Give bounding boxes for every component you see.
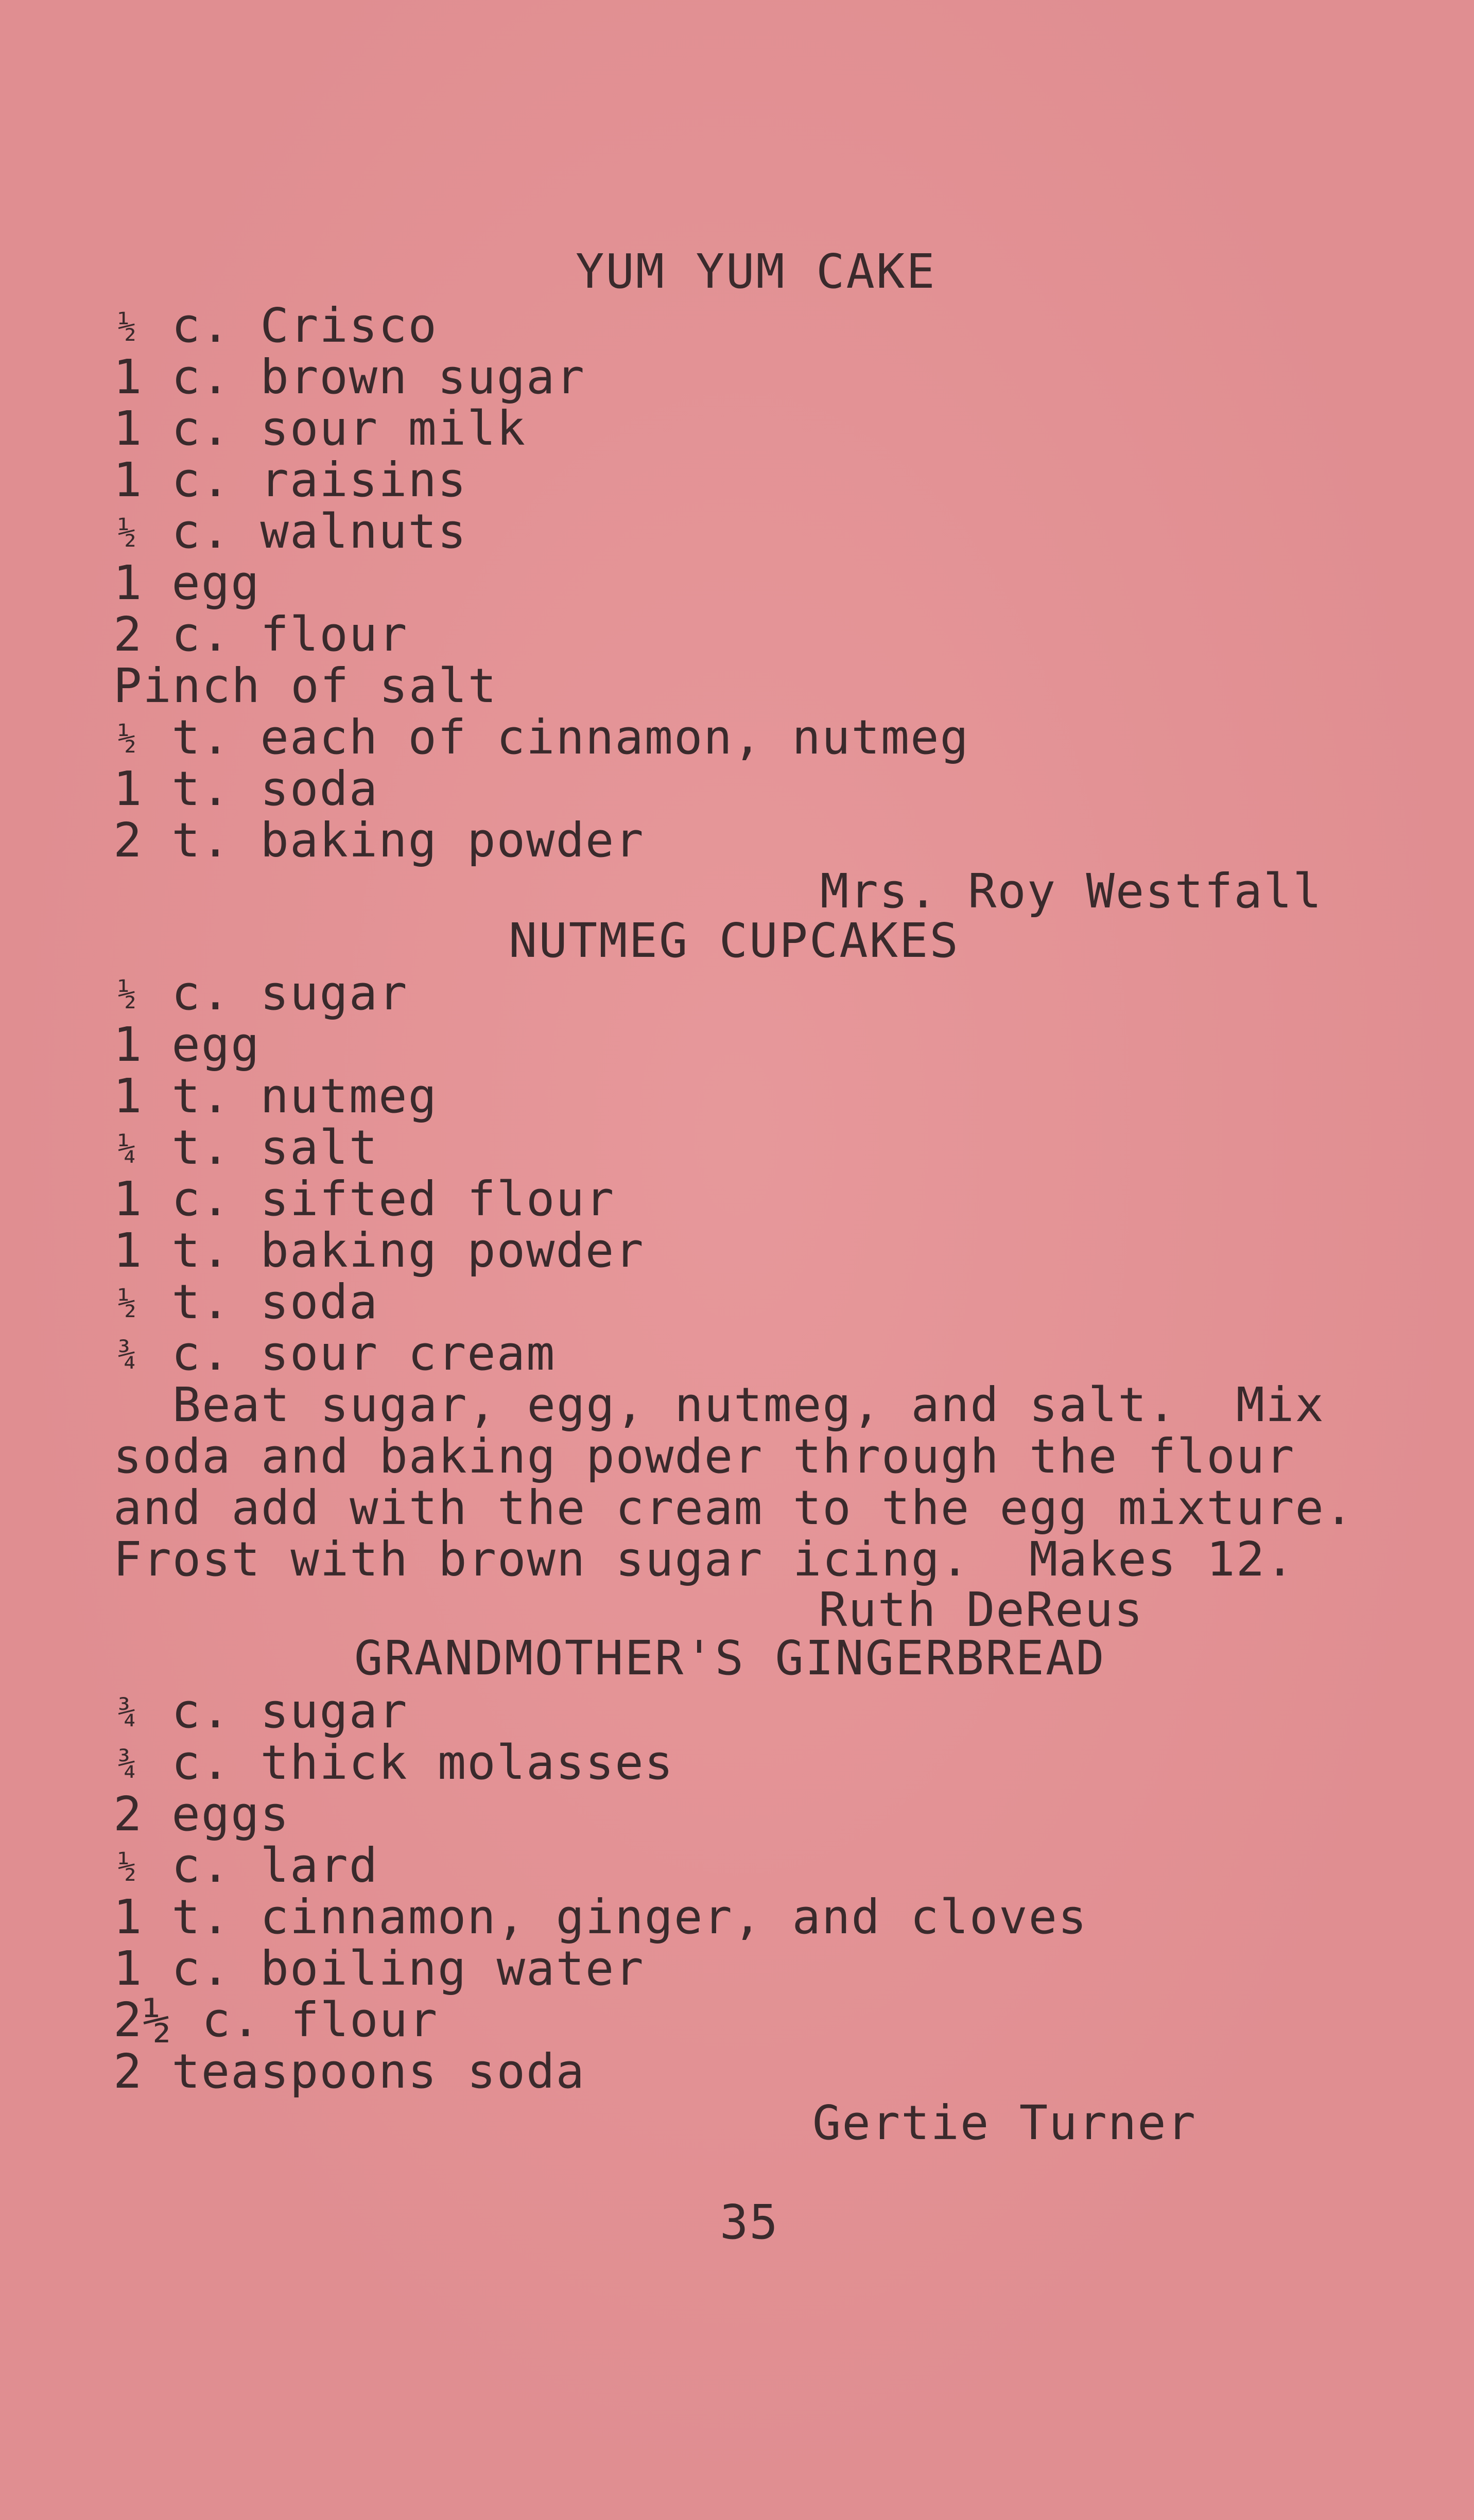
recipe-title-nutmeg-cupcakes: NUTMEG CUPCAKES (509, 913, 960, 968)
ingredient-text: c. thick molasses (171, 1735, 674, 1790)
ingredient-qty: 1 (113, 401, 143, 456)
ingredient-qty: 1 (113, 452, 143, 507)
ingredient-text: c. boiling water (171, 1941, 645, 1996)
directions-line: and add with the cream to the egg mixture. (113, 1480, 1355, 1535)
ingredient-line (113, 763, 378, 815)
ingredient-text: egg (171, 555, 261, 610)
ingredient-text: c. brown sugar (171, 349, 585, 405)
ingredient-text: eggs (171, 1787, 290, 1842)
ingredient-text: c. flour (202, 1992, 439, 2047)
ingredient-line (113, 557, 261, 609)
ingredient-qty: 1 (113, 1889, 143, 1945)
ingredient-line (113, 300, 438, 352)
ingredient-line (113, 454, 467, 506)
ingredient-text: c. sour cream (171, 1326, 556, 1381)
ingredient-line (113, 1840, 378, 1892)
ingredient-line (113, 968, 408, 1020)
ingredient-qty: ½ (117, 1848, 138, 1884)
ingredient-line (113, 1994, 438, 2046)
ingredient-line (113, 1943, 645, 1994)
ingredient-text: c. sugar (171, 1684, 408, 1739)
ingredient-line (113, 1276, 378, 1328)
page-number: 35 (720, 2195, 779, 2250)
ingredient-qty: ½ (117, 514, 138, 550)
ingredient-line (113, 1789, 290, 1840)
ingredient-qty: 1 (113, 1171, 143, 1227)
ingredient-qty: 1 (113, 1223, 143, 1278)
directions-line: soda and baking powder through the flour (113, 1429, 1295, 1484)
ingredient-text: t. salt (171, 1120, 379, 1175)
ingredient-text: c. sour milk (171, 401, 527, 456)
ingredient-line (113, 1019, 261, 1071)
ingredient-text: c. lard (171, 1838, 379, 1893)
ingredient-line (113, 1122, 378, 1174)
ingredient-text: c. walnuts (171, 504, 467, 559)
recipe-title-gingerbread: GRANDMOTHER'S GINGERBREAD (354, 1631, 1106, 1686)
ingredient-line (113, 1686, 408, 1738)
ingredient-qty: ½ (117, 308, 138, 344)
ingredient-line (113, 712, 969, 764)
ingredient-line (113, 609, 408, 660)
ingredient-qty: ¾ (117, 1745, 138, 1781)
ingredient-text: c. sifted flour (171, 1171, 615, 1227)
ingredient-qty: ¼ (117, 1130, 138, 1166)
ingredient-line (113, 1071, 438, 1122)
recipe-title-yum-yum-cake: YUM YUM CAKE (576, 244, 937, 299)
ingredient-qty: 2 (113, 2044, 143, 2099)
ingredient-line (113, 1889, 1088, 1945)
ingredient-qty: 1 (113, 555, 143, 610)
recipe-author: Mrs. Roy Westfall (820, 864, 1323, 919)
ingredient-text: Pinch of salt (113, 658, 498, 713)
ingredient-line (113, 1225, 645, 1276)
recipe-author: Gertie Turner (812, 2095, 1197, 2150)
ingredient-line (113, 349, 585, 405)
ingredient-text: teaspoons soda (171, 2044, 585, 2099)
ingredient-text: c. sugar (171, 966, 408, 1021)
ingredient-line (113, 1737, 674, 1789)
ingredient-qty: ¾ (117, 1694, 138, 1730)
ingredient-qty: 1 (113, 1941, 143, 1996)
ingredient-qty: 2 (113, 813, 143, 868)
ingredient-qty: ¾ (117, 1336, 138, 1372)
ingredient-text: t. cinnamon, ginger, and cloves (171, 1889, 1088, 1945)
ingredient-line (113, 506, 467, 558)
ingredient-line (113, 2046, 585, 2097)
ingredient-qty: 2 (113, 607, 143, 662)
ingredient-qty: ½ (117, 720, 138, 756)
directions-line: Frost with brown sugar icing. Makes 12. (113, 1532, 1295, 1587)
ingredient-text: c. raisins (171, 452, 467, 507)
ingredient-line (113, 1328, 556, 1380)
ingredient-qty: 2½ (113, 1992, 172, 2047)
ingredient-qty: 2 (113, 1787, 143, 1842)
ingredient-qty: ½ (117, 1285, 138, 1321)
ingredient-qty: 1 (113, 761, 143, 816)
ingredient-qty: ½ (117, 976, 138, 1012)
ingredient-text: t. baking powder (171, 813, 645, 868)
ingredient-text: t. nutmeg (171, 1069, 438, 1124)
ingredient-qty: 1 (113, 349, 143, 405)
ingredient-line (113, 815, 645, 866)
recipe-author: Ruth DeReus (819, 1582, 1144, 1637)
ingredient-line (113, 1171, 615, 1227)
ingredient-qty: 1 (113, 1017, 143, 1072)
directions-line: Beat sugar, egg, nutmeg, and salt. Mix (113, 1377, 1325, 1432)
ingredient-text: t. soda (171, 1274, 379, 1329)
ingredient-text: t. soda (171, 761, 379, 816)
ingredient-line (113, 403, 526, 454)
ingredient-line (113, 660, 497, 712)
ingredient-qty: 1 (113, 1069, 143, 1124)
ingredient-text: t. baking powder (171, 1223, 645, 1278)
ingredient-text: egg (171, 1017, 261, 1072)
ingredient-text: c. Crisco (171, 298, 438, 353)
ingredient-text: c. flour (171, 607, 408, 662)
ingredient-text: t. each of cinnamon, nutmeg (171, 710, 969, 765)
